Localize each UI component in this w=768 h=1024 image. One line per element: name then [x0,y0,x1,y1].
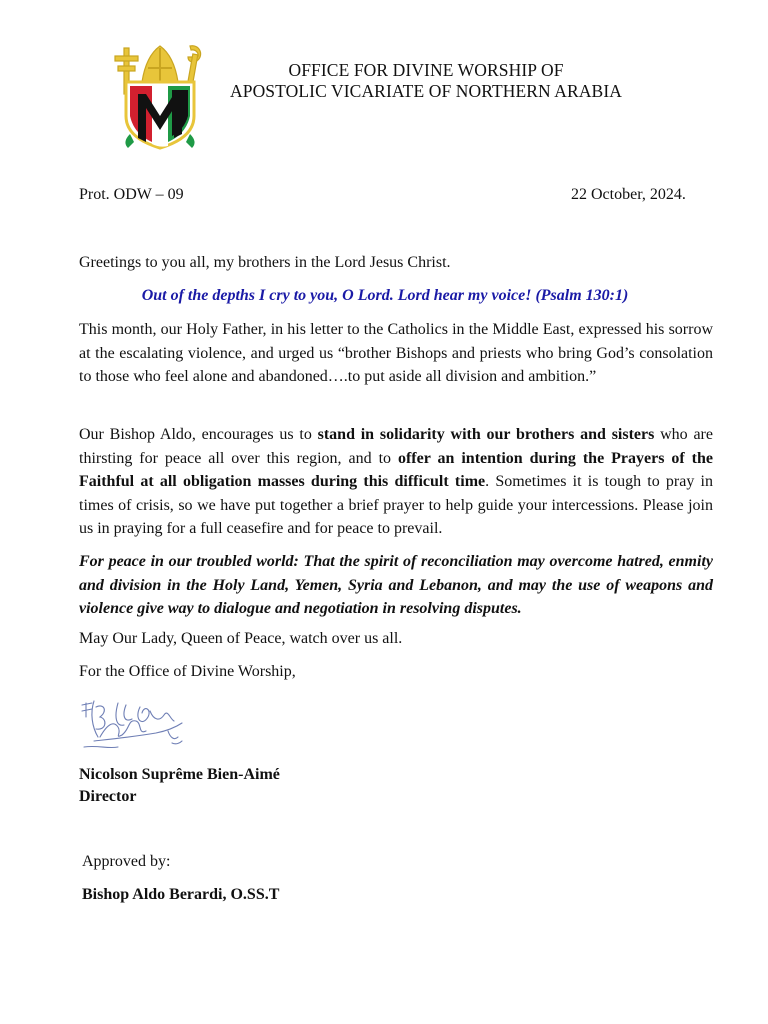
paragraph2-bold-intention: offer an intention during the Prayers of the Faithful at all obligation masses during this difficult time [79,449,714,491]
letter-date: 22 October, 2024. [571,186,686,203]
office-title [216,60,636,102]
paragraph2-text-3: . Sometimes it is tough to pray in times of crisis, so we have put together a brief prayer to help guide your intercessions. Please join us in praying for a full ceasefire and for peace to prevail. [79,473,714,538]
protocol-number: Prot. ODW – 09 [79,186,184,203]
paragraph2-bold-solidarity: stand in solidarity with our brothers and sisters [317,426,655,443]
prayer-intention: For peace in our troubled world: That the spirit of reconciliation may overcome hatred, enmity and division in the Holy Land, Yemen, Syria and Lebanon, and may the use of weapons and violence give way to dialogue and negotiation in resolving disputes. [79,553,713,618]
paragraph2-text-2: who are thirsting for peace all over this region, and to [79,426,713,467]
paragraph2-text-1: Our Bishop Aldo, encourages us to [79,426,318,443]
closing-line: For the Office of Divine Worship, [79,663,296,680]
paragraph-bishop-aldo [79,423,713,541]
paragraph-holy-father: This month, our Holy Father, in his letter to the Catholics in the Middle East, expressed his sorrow at the escalating violence, and urged us “brother Bishops and priests who bring God’s consolation to those who feel alone and abandoned….to put aside all division and ambition.” [79,321,713,386]
greeting: Greetings to you all, my brothers in the Lord Jesus Christ. [79,254,451,271]
psalm-quote: Out of the depths I cry to you, O Lord. Lord hear my voice! (Psalm 130:1) [141,287,629,304]
approved-by-label: Approved by: [82,853,171,870]
approver-name: Bishop Aldo Berardi, O.SS.T [82,886,280,903]
coat-of-arms-logo-icon [112,42,208,150]
signature-image [78,697,190,755]
signer-title: Director [79,788,137,805]
office-title-line1: OFFICE FOR DIVINE WORSHIP OF [288,60,564,80]
blessing: May Our Lady, Queen of Peace, watch over us all. [79,630,403,647]
office-title-line2: APOSTOLIC VICARIATE OF NORTHERN ARABIA [230,81,622,101]
signer-name: Nicolson Suprême Bien-Aimé [79,766,280,783]
